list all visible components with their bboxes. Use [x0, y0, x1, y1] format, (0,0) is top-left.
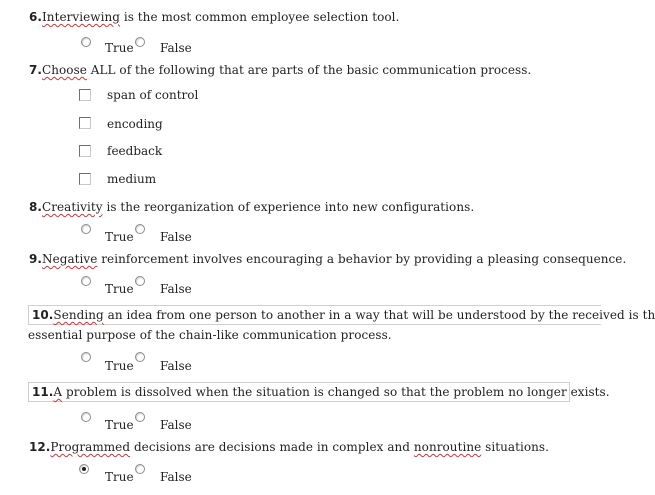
checkbox-span-of-control[interactable] — [79, 89, 91, 101]
question-lead: Negative — [42, 252, 98, 266]
question-8 — [29, 200, 474, 214]
question-number: 9. — [29, 252, 43, 266]
option-label: span of control — [107, 88, 199, 102]
question-lead: A — [53, 385, 63, 399]
checkbox-encoding[interactable] — [79, 117, 91, 129]
question-number: 12. — [29, 440, 51, 454]
radio-q9-true[interactable] — [81, 276, 91, 286]
question-text-end: situations. — [481, 440, 549, 454]
true-label: True — [105, 230, 134, 244]
question-7 — [29, 63, 531, 77]
radio-q10-false[interactable] — [135, 352, 145, 362]
true-label: True — [105, 359, 134, 373]
question-9 — [29, 252, 626, 266]
question-lead: Choose — [42, 63, 87, 77]
question-11-box — [28, 382, 610, 402]
question-number: 10. — [32, 308, 54, 322]
question-10-box — [28, 305, 655, 325]
radio-q11-false[interactable] — [135, 412, 145, 422]
question-text: is the reorganization of experience into new configurations. — [102, 200, 475, 214]
question-12 — [29, 440, 549, 454]
radio-q6-true[interactable] — [81, 37, 91, 47]
false-label: False — [160, 359, 192, 373]
option-label: encoding — [107, 117, 163, 131]
checkbox-medium[interactable] — [79, 173, 91, 185]
true-label: True — [105, 418, 134, 432]
question-lead: Programmed — [50, 440, 131, 454]
false-label: False — [160, 230, 192, 244]
true-label: True — [105, 282, 134, 296]
radio-q12-true[interactable] — [79, 464, 89, 474]
radio-q8-true[interactable] — [81, 224, 91, 234]
question-number: 8. — [29, 200, 43, 214]
question-text: ALL of the following that are parts of the basic communication process. — [86, 63, 532, 77]
question-10 — [32, 308, 655, 322]
question-11 — [32, 385, 610, 399]
question-6 — [29, 10, 399, 24]
checkbox-feedback[interactable] — [79, 145, 91, 157]
question-10-line-2: essential purpose of the chain-like communication process. — [28, 328, 392, 342]
option-label: medium — [107, 172, 157, 186]
radio-q6-false[interactable] — [135, 37, 145, 47]
question-text: decisions are decisions made in complex and — [130, 440, 414, 454]
question-text: is the most common employee selection tool. — [119, 10, 400, 24]
radio-q12-false[interactable] — [135, 464, 145, 474]
false-label: False — [160, 418, 192, 432]
radio-q11-true[interactable] — [81, 412, 91, 422]
question-text: reinforcement involves encouraging a behavior by providing a pleasing consequence. — [97, 252, 627, 266]
radio-q8-false[interactable] — [135, 224, 145, 234]
false-label: False — [160, 470, 192, 484]
true-label: True — [105, 41, 134, 55]
question-word: nonroutine — [413, 440, 482, 454]
false-label: False — [160, 41, 192, 55]
question-number: 11. — [32, 385, 54, 399]
question-text: an idea from one person to another in a way that will be understood by the received is th — [103, 308, 655, 322]
question-lead: Creativity — [42, 200, 103, 214]
question-number: 6. — [29, 10, 43, 24]
question-text: problem is dissolved when the situation is changed so that the problem no longer exists. — [62, 385, 610, 399]
question-lead: Sending — [53, 308, 104, 322]
false-label: False — [160, 282, 192, 296]
radio-q10-true[interactable] — [81, 352, 91, 362]
radio-q9-false[interactable] — [135, 276, 145, 286]
option-label: feedback — [107, 144, 163, 158]
true-label: True — [105, 470, 134, 484]
question-number: 7. — [29, 63, 43, 77]
question-lead: Interviewing — [42, 10, 120, 24]
